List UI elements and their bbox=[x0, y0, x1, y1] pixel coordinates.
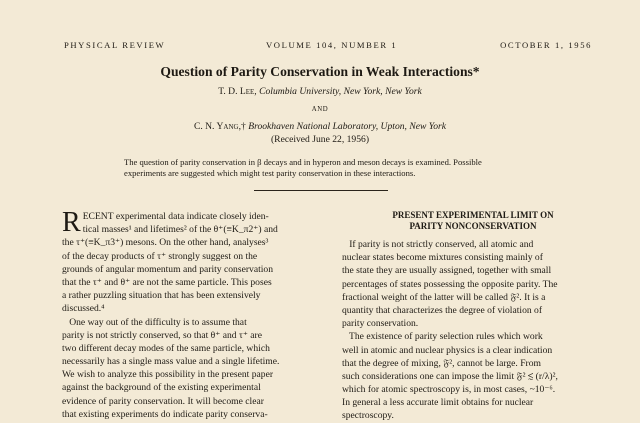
received-date: (Received June 22, 1956) bbox=[270, 134, 370, 145]
body-line: percentages of states possessing the opposite parity. The bbox=[342, 278, 558, 290]
body-line: We wish to analyze this possibility in the present paper bbox=[62, 369, 274, 381]
body-line: the state they are usually assigned, together with small bbox=[342, 265, 552, 277]
section-heading-line: PARITY NONCONSERVATION bbox=[409, 221, 537, 231]
author-separator: AND bbox=[311, 106, 329, 113]
body-line: tical masses¹ and lifetimes² of the θ⁺(≡K_π2⁺) and bbox=[82, 224, 278, 236]
author-affiliation: Brookhaven National Laboratory, Upton, New York bbox=[248, 121, 447, 132]
author-affiliation: Columbia University, New York, New York bbox=[259, 86, 422, 97]
body-line: grounds of angular momentum and parity conservation bbox=[62, 263, 274, 275]
body-line: two different decay modes of the same particle, which bbox=[62, 342, 270, 354]
body-line: In general a less accurate limit obtains for nuclear bbox=[342, 397, 534, 409]
body-line: such considerations one can impose the limit 𝔉² ≲ (r/λ)², bbox=[342, 370, 558, 382]
author-name: T. D. Lee, bbox=[218, 86, 257, 97]
abstract-line: experiments are suggested which might test parity conservation in these interactions. bbox=[124, 168, 416, 179]
section-body bbox=[342, 238, 604, 423]
section-heading-line: PRESENT EXPERIMENTAL LIMIT ON bbox=[392, 210, 554, 220]
drop-cap: R bbox=[62, 207, 81, 238]
abstract-line: The question of parity conservation in β decays and in hyperon and meson decays is examined. Possible bbox=[124, 157, 482, 167]
body-line: parity is not strictly conserved, so that θ⁺ and τ⁺ are bbox=[62, 329, 263, 341]
separator-rule bbox=[254, 190, 388, 191]
body-line: quantity that characterizes the degree of violation of bbox=[342, 304, 543, 316]
body-line: well in atomic and nuclear physics is a clear indication bbox=[342, 344, 553, 356]
section-heading bbox=[342, 210, 604, 232]
body-line: that existing experiments do indicate parity conserva- bbox=[62, 408, 268, 420]
body-line: of the decay products of τ⁺ strongly suggest on the bbox=[62, 250, 258, 262]
author-lee bbox=[0, 86, 640, 97]
body-line: a rather puzzling situation that has been extensively bbox=[62, 290, 261, 302]
body-line: which for atomic spectroscopy is, in most cases, ~10⁻⁶. bbox=[342, 384, 556, 396]
author-yang bbox=[0, 121, 640, 132]
issue-date: OCTOBER 1, 1956 bbox=[500, 40, 592, 50]
body-line: ECENT experimental data indicate closely iden- bbox=[82, 211, 269, 222]
body-line: nuclear states become mixtures consisting mainly of bbox=[342, 252, 543, 264]
body-line: fractional weight of the latter will be called 𝔉². It is a bbox=[342, 291, 546, 303]
body-line: that the degree of mixing, 𝔉², cannot be large. From bbox=[342, 357, 541, 369]
body-line: If parity is not strictly conserved, all atomic and bbox=[342, 239, 534, 250]
body-line: The existence of parity selection rules which work bbox=[342, 331, 543, 343]
volume-number: VOLUME 104, NUMBER 1 bbox=[266, 40, 398, 50]
author-name: C. N. Yang,† bbox=[193, 121, 246, 132]
journal-name: PHYSICAL REVIEW bbox=[64, 40, 166, 50]
abstract bbox=[124, 157, 534, 179]
body-line: necessarily has a single mass value and a single lifetime. bbox=[62, 356, 280, 368]
body-line: that the τ⁺ and θ⁺ are not the same particle. This poses bbox=[62, 276, 272, 288]
body-line: spectroscopy. bbox=[342, 410, 394, 422]
body-line: parity conservation. bbox=[342, 318, 419, 330]
body-line: One way out of the difficulty is to assume that bbox=[62, 316, 247, 328]
body-line: against the background of the existing experimental bbox=[62, 382, 261, 394]
paper-title: Question of Parity Conservation in Weak Interactions* bbox=[160, 64, 480, 79]
body-line: evidence of parity conservation. It will become clear bbox=[62, 395, 264, 407]
body-line: the τ⁺(≡K_π3⁺) mesons. On the other hand, analyses³ bbox=[62, 237, 269, 249]
right-column bbox=[342, 210, 604, 423]
body-line: discussed.⁴ bbox=[62, 303, 105, 315]
left-column bbox=[62, 207, 324, 421]
